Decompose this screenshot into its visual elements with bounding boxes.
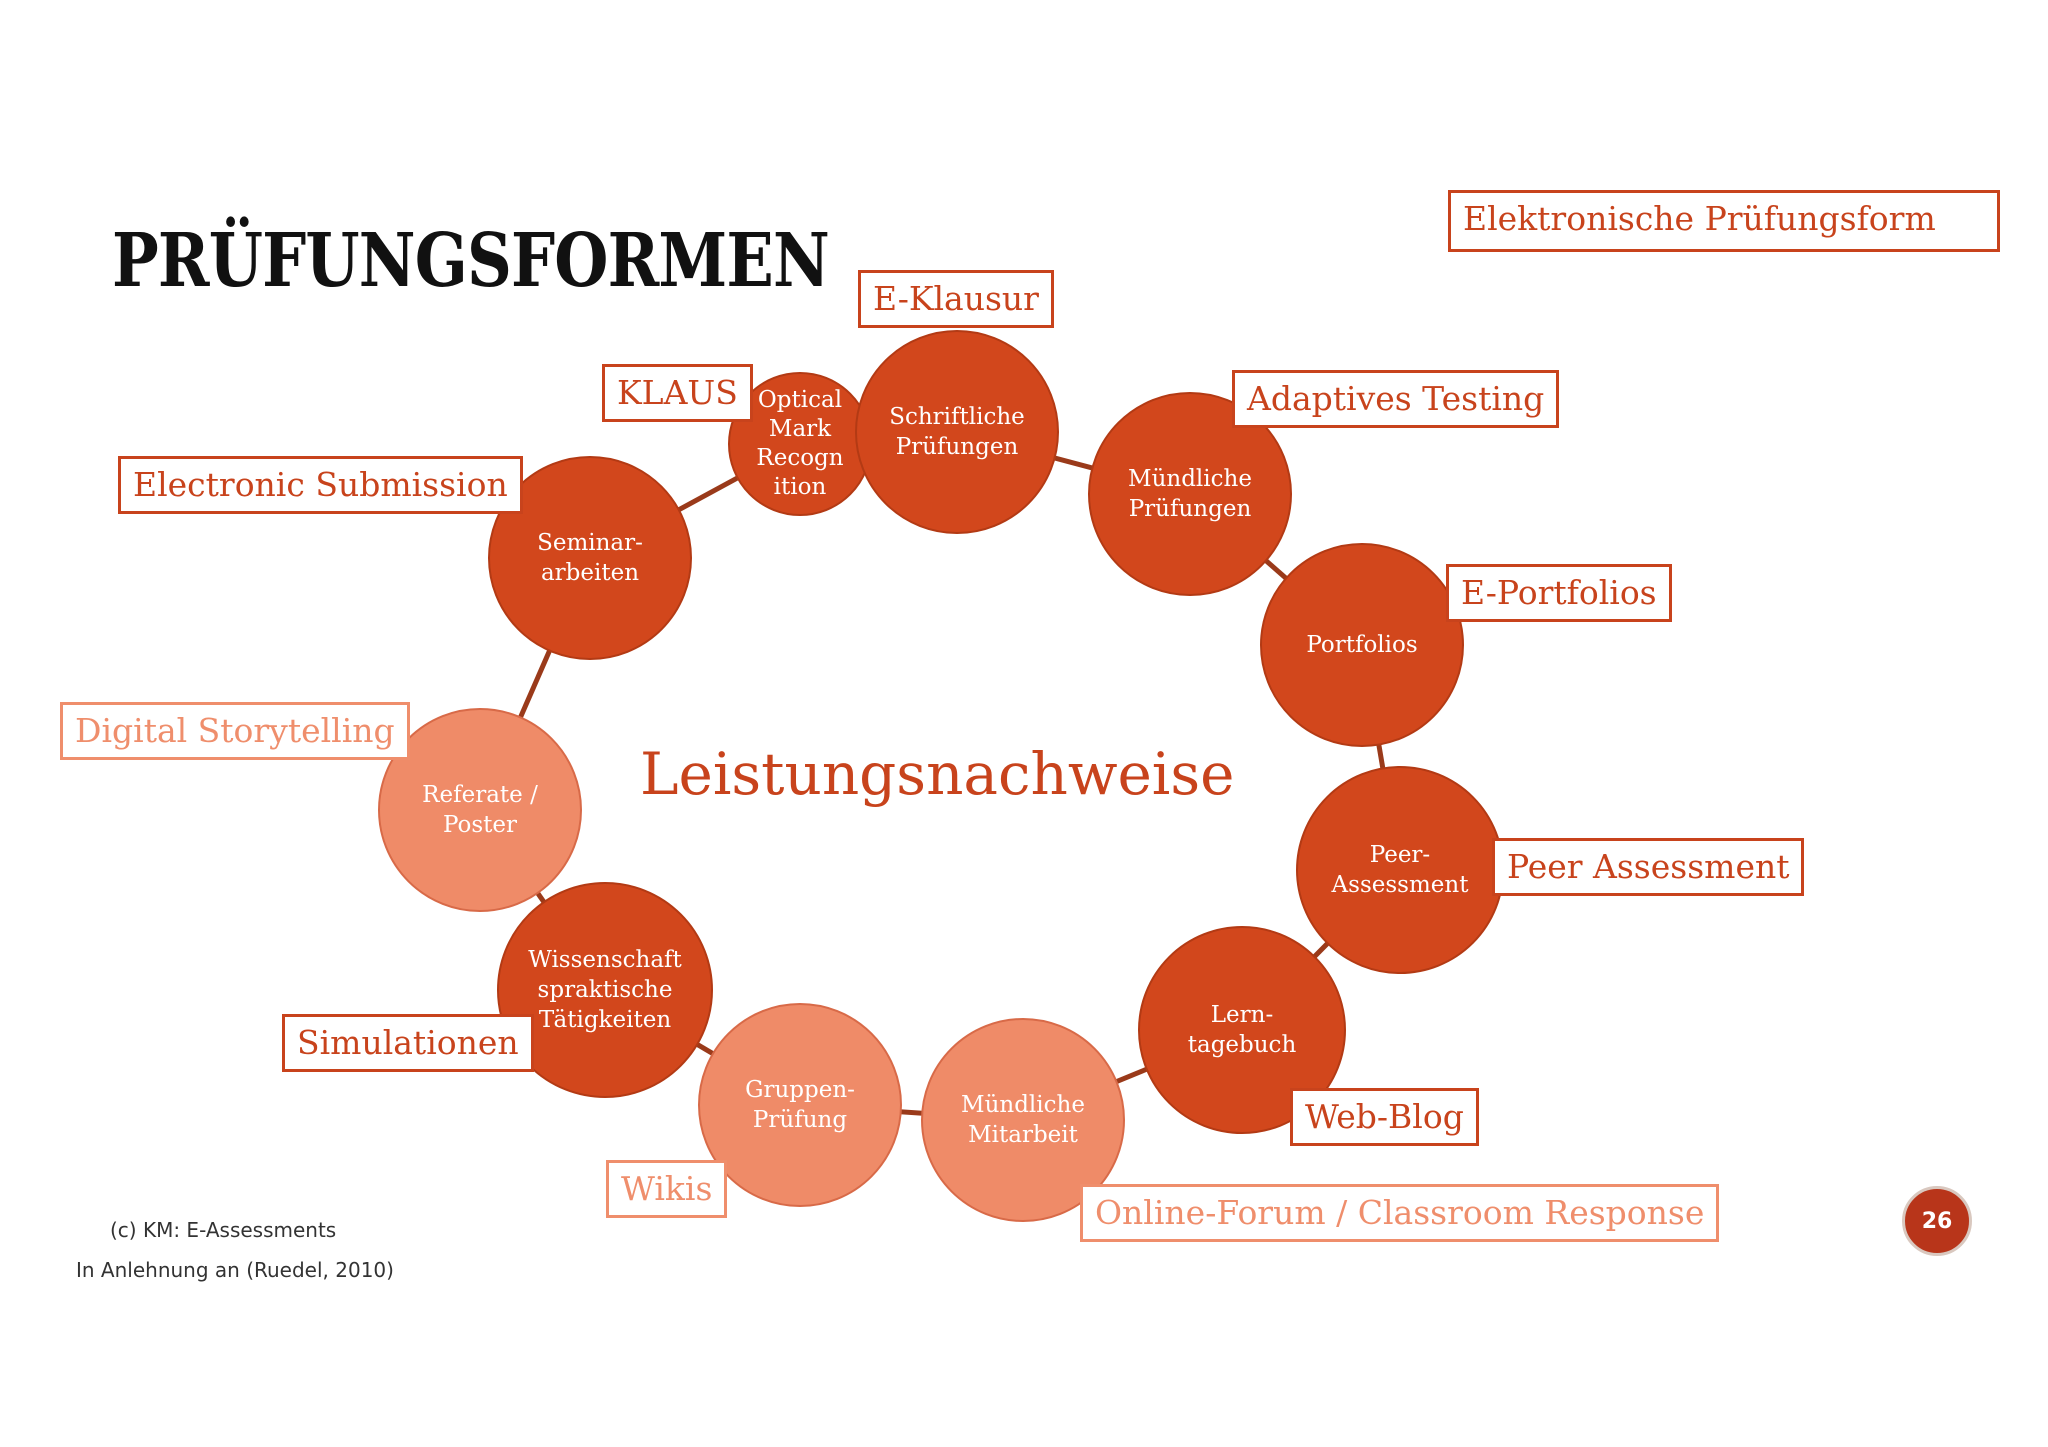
- footer-copyright: (c) KM: E-Assessments: [110, 1218, 337, 1242]
- tag-e-klausur: E-Klausur: [858, 270, 1054, 328]
- tag-electronic-submission: Electronic Submission: [118, 456, 523, 514]
- tag-peer-assessment: Peer Assessment: [1492, 838, 1804, 896]
- node-muendliche-mitarbeit: Mündliche Mitarbeit: [921, 1018, 1125, 1222]
- tag-adaptives-testing: Adaptives Testing: [1232, 370, 1559, 428]
- slide-title: PRÜFUNGSFORMEN: [112, 218, 829, 304]
- node-schriftliche-pruefungen: Schriftliche Prüfungen: [855, 330, 1059, 534]
- node-gruppenpruefung: Gruppen- Prüfung: [698, 1003, 902, 1207]
- node-optical-mark-recognition: Optical Mark Recogn ition: [728, 372, 872, 516]
- tag-e-portfolios: E-Portfolios: [1446, 564, 1672, 622]
- node-muendliche-pruefungen: Mündliche Prüfungen: [1088, 392, 1292, 596]
- tag-digital-storytelling: Digital Storytelling: [60, 702, 410, 760]
- tag-wikis: Wikis: [606, 1160, 727, 1218]
- tag-klaus: KLAUS: [602, 364, 753, 422]
- tag-simulationen: Simulationen: [282, 1014, 534, 1072]
- node-seminararbeiten: Seminar- arbeiten: [488, 456, 692, 660]
- node-lerntagebuch: Lern- tagebuch: [1138, 926, 1346, 1134]
- node-referate-poster: Referate / Poster: [378, 708, 582, 912]
- tag-online-forum-classroom-response: Online-Forum / Classroom Response: [1080, 1184, 1719, 1242]
- node-wissenschaftspraktische-taetigkeiten: Wissenschaft spraktische Tätigkeiten: [497, 882, 713, 1098]
- legend-electronic-exam-form: Elektronische Prüfungsform: [1448, 190, 2000, 252]
- tag-web-blog: Web-Blog: [1290, 1088, 1479, 1146]
- node-portfolios: Portfolios: [1260, 543, 1464, 747]
- footer-source: In Anlehnung an (Ruedel, 2010): [76, 1258, 394, 1282]
- page-number-badge: 26: [1902, 1186, 1972, 1256]
- center-label: Leistungsnachweise: [640, 740, 1235, 808]
- node-peer-assessment: Peer- Assessment: [1296, 766, 1504, 974]
